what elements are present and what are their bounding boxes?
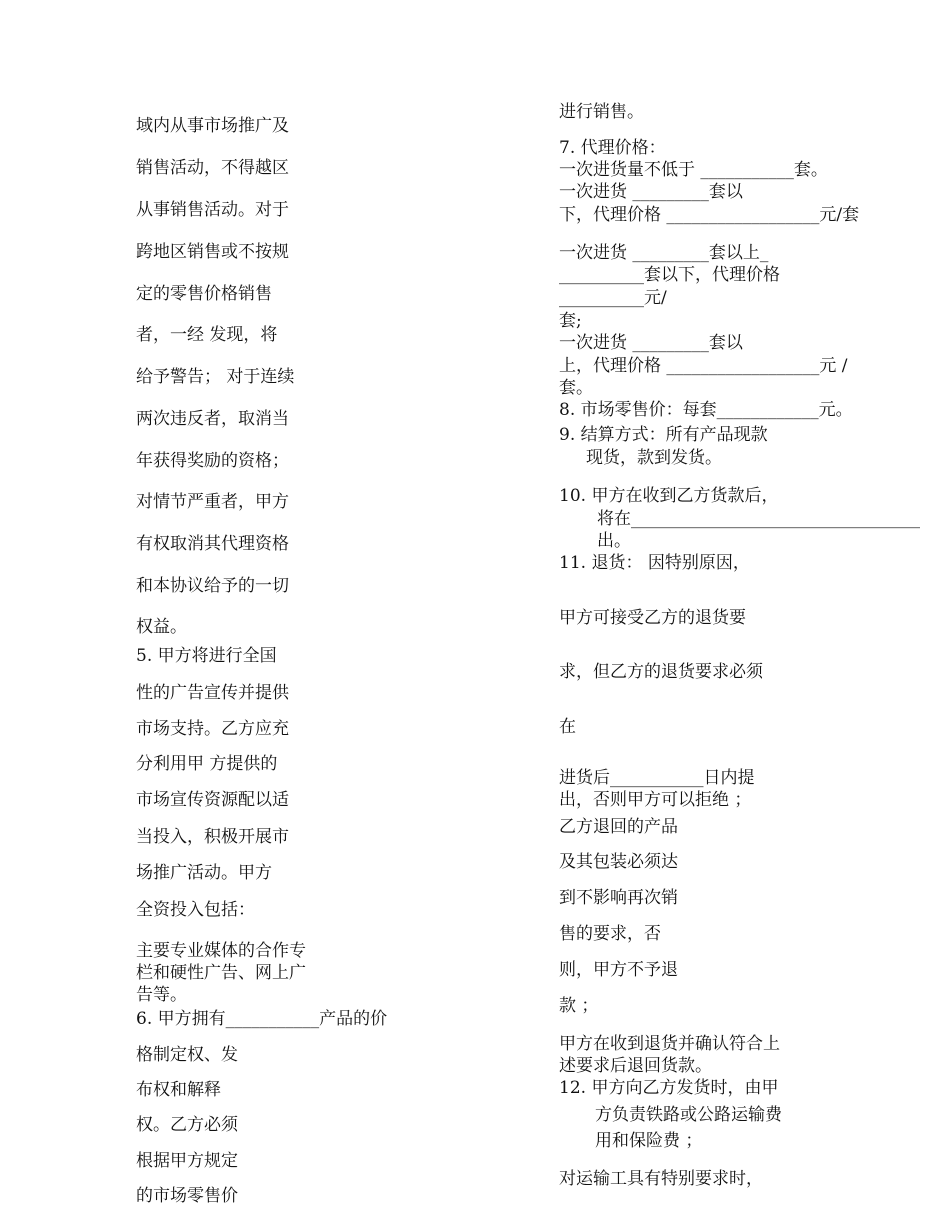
section-12-heading: 12. 甲方向乙方发货时，由甲: [559, 1078, 779, 1098]
text-line: 述要求后退回货款。: [559, 1056, 712, 1076]
text-line: 乙方退回的产品: [559, 817, 678, 837]
section-6-heading: 6. 甲方拥有___________产品的价: [136, 1009, 388, 1029]
section-9-heading: 9. 结算方式：所有产品现款: [559, 425, 768, 445]
text-line: 和本协议给予的一切: [136, 576, 289, 596]
section-8-heading: 8. 市场零售价：每套____________元。: [559, 400, 853, 420]
text-line: 进行销售。: [559, 102, 644, 122]
text-line: 域内从事市场推广及: [136, 116, 289, 136]
text-line: 用和保险费 ；: [595, 1131, 703, 1151]
text-line: 市场宣传资源配以适: [136, 790, 289, 810]
text-line: 根据甲方规定: [136, 1151, 238, 1171]
text-line: 告等。: [136, 985, 187, 1005]
section-5-heading: 5. 甲方将进行全国: [136, 646, 277, 666]
text-line: 权。乙方必须: [136, 1115, 238, 1135]
text-line: 跨地区销售或不按规: [136, 242, 289, 262]
section-7-heading: 7. 代理价格：: [559, 138, 666, 158]
text-line: 将在__________________________________: [597, 509, 920, 529]
section-11-heading: 11. 退货： 因特别原因，: [559, 553, 750, 573]
text-line: 的市场零售价: [136, 1186, 238, 1206]
text-line: 在: [559, 717, 576, 737]
text-line: 套。: [559, 378, 593, 398]
text-line: 两次违反者，取消当: [136, 409, 289, 429]
text-line: 一次进货 _________套以: [559, 333, 743, 353]
text-line: 甲方可接受乙方的退货要: [559, 608, 746, 628]
text-line: 当投入，积极开展市: [136, 827, 289, 847]
text-line: 一次进货量不低于 ___________套。: [559, 160, 828, 180]
text-line: 对运输工具有特别要求时，: [559, 1169, 763, 1189]
text-line: 出，否则甲方可以拒绝 ；: [559, 790, 752, 810]
text-line: 对情节严重者，甲方: [136, 492, 289, 512]
text-line: 从事销售活动。对于: [136, 200, 289, 220]
text-line: 有权取消其代理资格: [136, 534, 289, 554]
text-line: 格制定权、发: [136, 1045, 238, 1065]
text-line: 布权和解释: [136, 1080, 221, 1100]
text-line: 场推广活动。甲方: [136, 863, 272, 883]
text-line: 栏和硬性广告、网上广: [136, 963, 306, 983]
text-line: 定的零售价格销售: [136, 284, 272, 304]
text-line: 出。: [597, 531, 631, 551]
text-line: 售的要求，否: [559, 924, 661, 944]
text-line: 性的广告宣传并提供: [136, 683, 289, 703]
text-line: 套;: [559, 311, 582, 331]
text-line: __________套以下，代理价格: [559, 265, 780, 285]
text-line: __________元/: [559, 288, 667, 308]
text-line: 求，但乙方的退货要求必须: [559, 662, 763, 682]
text-line: 分利用甲 方提供的: [136, 754, 278, 774]
text-line: 一次进货 _________套以: [559, 182, 743, 202]
text-line: 销售活动，不得越区: [136, 158, 289, 178]
text-line: 甲方在收到退货并确认符合上: [559, 1034, 780, 1054]
text-line: 方负责铁路或公路运输费: [595, 1105, 782, 1125]
text-line: 给予警告； 对于连续: [136, 367, 295, 387]
text-line: 主要专业媒体的合作专: [136, 941, 306, 961]
text-line: 下，代理价格 __________________元/套: [559, 205, 860, 225]
text-line: 一次进货 _________套以上_: [559, 243, 769, 263]
text-line: 现货，款到发货。: [586, 448, 722, 468]
text-line: 及其包装必须达: [559, 852, 678, 872]
text-line: 权益。: [136, 617, 187, 637]
section-10-heading: 10. 甲方在收到乙方货款后，: [559, 486, 779, 506]
text-line: 全资投入包括：: [136, 900, 255, 920]
text-line: 则，甲方不予退: [559, 960, 678, 980]
text-line: 款 ；: [559, 996, 599, 1016]
text-line: 上，代理价格 __________________元 /: [559, 356, 848, 376]
text-line: 者，一经 发现，将: [136, 325, 278, 345]
text-line: 年获得奖励的资格；: [136, 451, 289, 471]
text-line: 到不影响再次销: [559, 888, 678, 908]
text-line: 市场支持。乙方应充: [136, 719, 289, 739]
text-line: 进货后___________日内提: [559, 768, 755, 788]
